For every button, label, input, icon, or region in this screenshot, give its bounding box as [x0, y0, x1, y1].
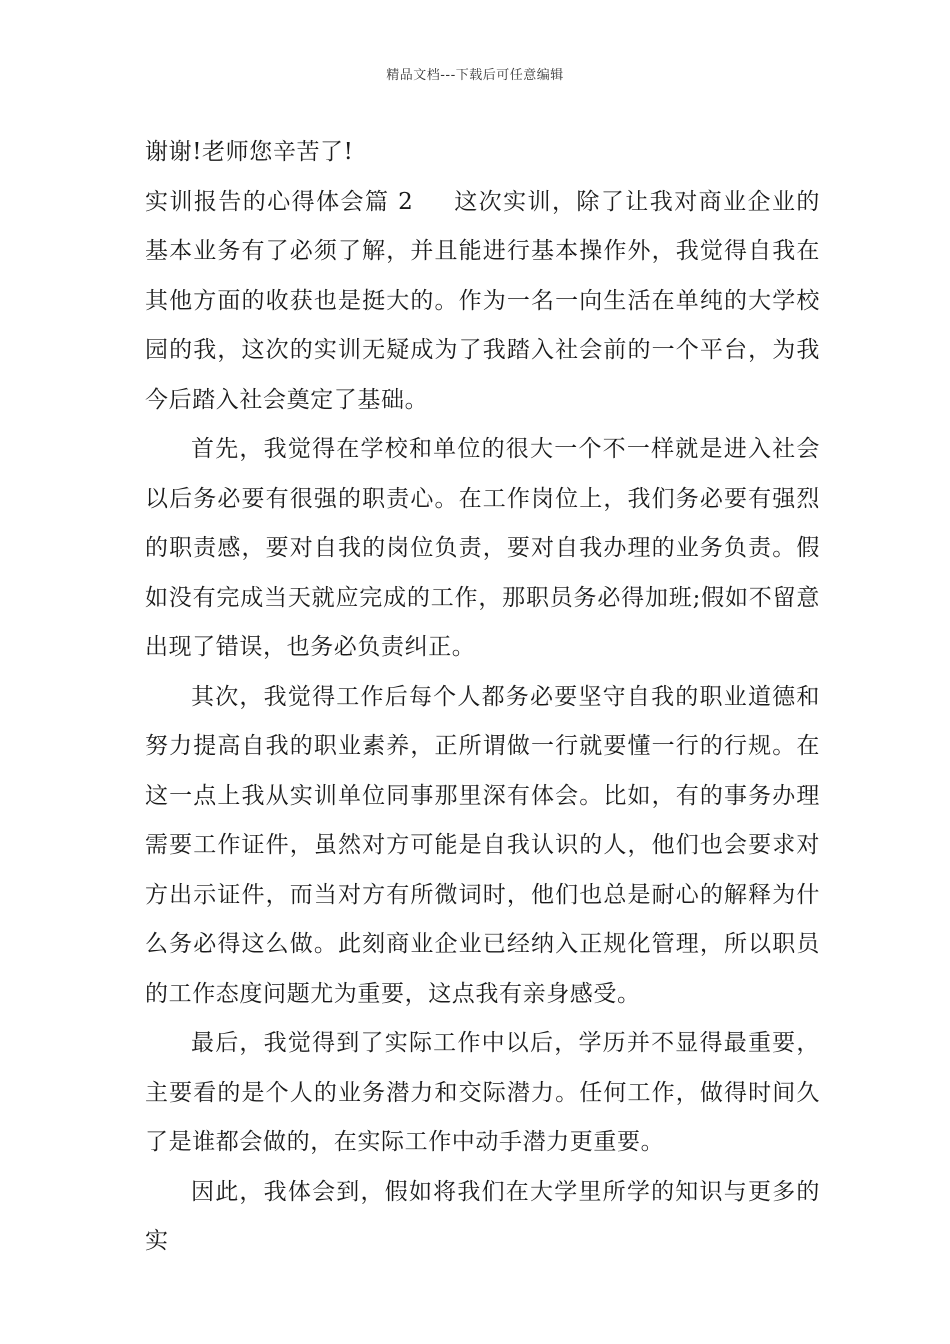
section-paragraph-1	[145, 178, 820, 426]
paragraph-2: 首先，我觉得在学校和单位的很大一个不一样就是进入社会以后务必要有很强的职责心。在工作岗位上，我们务必要有强烈的职责感，要对自我的岗位负责，要对自我办理的业务负责。假如没有完成当天就应完成的工作，那职员务必得加班;假如不留意出现了错误，也务必负责纠正。	[145, 436, 820, 660]
section-title: 实训报告的心得体会篇 2	[145, 188, 414, 215]
document-body	[145, 128, 820, 1267]
page-header: 精品文档---下载后可任意编辑	[386, 68, 564, 83]
paragraph-5: 因此，我体会到，假如将我们在大学里所学的知识与更多的实	[145, 1178, 820, 1254]
paragraph-1-text: 这次实训，除了让我对商业企业的基本业务有了必须了解，并且能进行基本操作外，我觉得自我在其他方面的收获也是挺大的。作为一名一向生活在单纯的大学校园的我，这次的实训无疑成为了我踏入社会前的一个平台，为我今后踏入社会奠定了基础。	[145, 188, 820, 413]
paragraph-3: 其次，我觉得工作后每个人都务必要坚守自我的职业道德和努力提高自我的职业素养，正所谓做一行就要懂一行的行规。在这一点上我从实训单位同事那里深有体会。比如，有的事务办理需要工作证件，虽然对方可能是自我认识的人，他们也会要求对方出示证件，而当对方有所微词时，他们也总是耐心的解释为什么务必得这么做。此刻商业企业已经纳入正规化管理，所以职员的工作态度问题尤为重要，这点我有亲身感受。	[145, 683, 820, 1007]
thanks-line: 谢谢!老师您辛苦了!	[145, 139, 354, 165]
paragraph-4: 最后，我觉得到了实际工作中以后，学历并不显得最重要，主要看的是个人的业务潜力和交际潜力。任何工作，做得时间久了是谁都会做的，在实际工作中动手潜力更重要。	[145, 1030, 820, 1155]
